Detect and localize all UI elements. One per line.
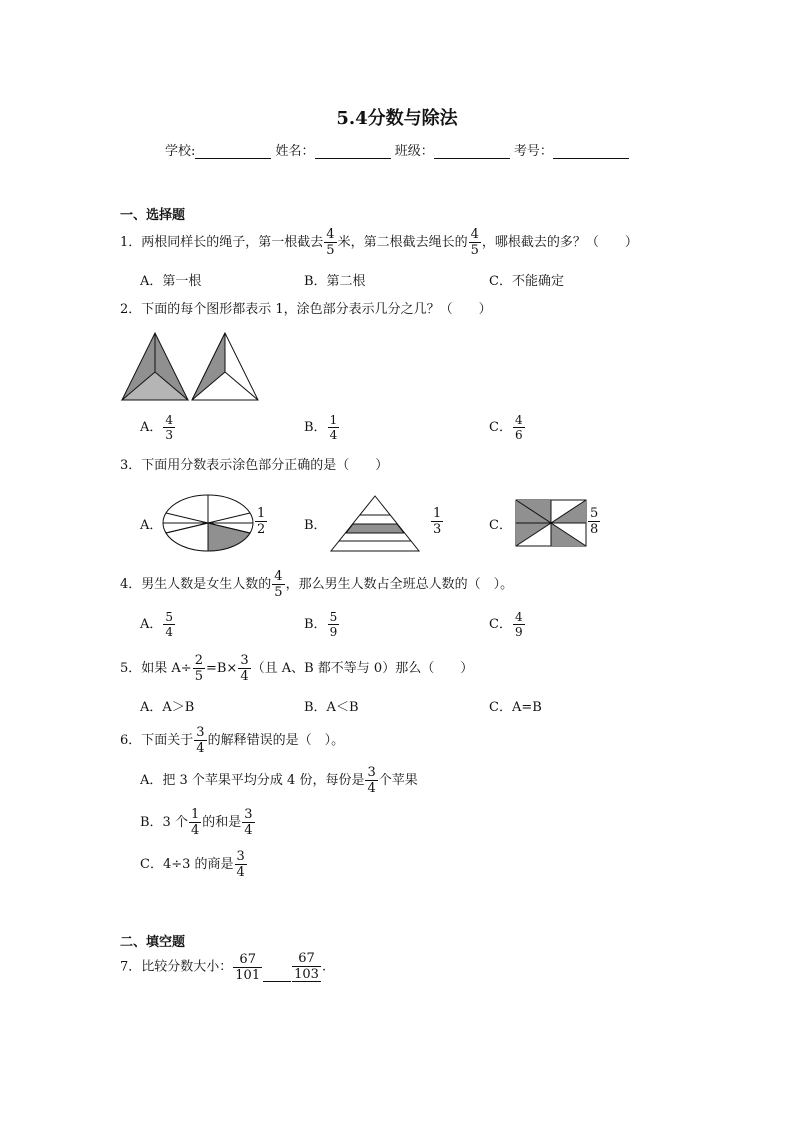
q4-option-a[interactable]: A． $\frac{5}{4}$: [140, 610, 174, 639]
q3-option-b-label[interactable]: B．: [304, 518, 327, 533]
school-label: 学校:: [165, 144, 196, 159]
q1-option-c[interactable]: C．不能确定: [489, 274, 564, 289]
q2-option-a[interactable]: A． $\frac{4}{3}$: [140, 413, 174, 442]
name-label: 姓名：: [275, 144, 315, 159]
q1-fraction-1: $\frac{4}{5}$: [326, 227, 335, 258]
q3-fraction-b: $\frac{1}{3}$: [433, 506, 442, 537]
section-fill-heading: 二、填空题: [120, 935, 186, 950]
exam-no-blank[interactable]: [553, 144, 629, 159]
q5-option-b[interactable]: B．A＜B: [304, 700, 359, 715]
q3-option-a-label[interactable]: A．: [140, 518, 163, 533]
page-title: 5.4分数与除法: [336, 108, 458, 129]
q2-triangles-figure: [120, 330, 270, 402]
question-7: 7．比较分数大小： $\frac{67}{101}$ $\frac{67}{103}$ .: [120, 951, 327, 983]
question-1: [120, 228, 638, 257]
q1-text-pre: 1．两根同样长的绳子，第一根截去: [120, 235, 324, 250]
question-2: 2．下面的每个图形都表示 1，涂色部分表示几分之几？（ ）: [120, 302, 492, 317]
q5-option-c[interactable]: C．A=B: [489, 700, 542, 715]
q3-striped-triangle-figure: [330, 494, 420, 552]
exam-no-label: 考号：: [513, 144, 553, 159]
q2-option-c[interactable]: C． $\frac{4}{6}$: [489, 413, 523, 442]
class-blank[interactable]: [434, 144, 510, 159]
triangle-2: [192, 333, 258, 400]
q4-option-c[interactable]: C． $\frac{4}{9}$: [489, 610, 523, 639]
school-blank[interactable]: [195, 144, 271, 159]
class-label: 班级：: [394, 144, 434, 159]
q3-ellipse-figure: [162, 493, 254, 553]
q1-text-mid: 米，第二根截去绳长的: [337, 235, 468, 250]
student-info-line: [165, 140, 629, 159]
q3-fraction-c: $\frac{5}{8}$: [590, 506, 599, 537]
question-5: 5．如果 A÷ $\frac{2}{5}$ =B× $\frac{3}{4}$ （且 A、B 都不等与 0）那么（ ）: [120, 653, 474, 684]
q6-option-a[interactable]: A．把 3 个苹果平均分成 4 份，每份是 $\frac{3}{4}$ 个苹果: [140, 765, 418, 796]
q6-option-b[interactable]: B．3 个 $\frac{1}{4}$ 的和是 $\frac{3}{4}$: [140, 807, 253, 838]
q2-option-b[interactable]: B． $\frac{1}{4}$: [304, 413, 338, 442]
q6-option-c[interactable]: C．4÷3 的商是 $\frac{3}{4}$: [140, 849, 245, 880]
q1-fraction-2: $\frac{4}{5}$: [470, 227, 479, 258]
q1-option-a[interactable]: A．第一根: [140, 274, 202, 289]
question-3: 3．下面用分数表示涂色部分正确的是（ ）: [120, 458, 389, 473]
question-6: 6．下面关于 $\frac{3}{4}$ 的解释错误的是（ ）。: [120, 725, 345, 756]
q7-answer-blank[interactable]: [263, 957, 291, 982]
question-4: 4．男生人数是女生人数的 $\frac{4}{5}$ ，那么男生人数占全班总人数的（ ）。: [120, 569, 514, 600]
q7-fraction-2: $\frac{67}{103}$: [294, 951, 319, 982]
q5-option-a[interactable]: A．A＞B: [140, 700, 195, 715]
q3-rectangle-figure: [515, 499, 587, 547]
q1-option-b[interactable]: B．第二根: [304, 274, 366, 289]
section-choice-heading: 一、选择题: [120, 208, 186, 223]
q4-option-b[interactable]: B． $\frac{5}{9}$: [304, 610, 338, 639]
q1-text-post: ，哪根截去的多？（ ）: [481, 235, 638, 250]
q3-fraction-a: $\frac{1}{2}$: [257, 506, 266, 537]
triangle-1: [122, 333, 188, 400]
name-blank[interactable]: [315, 144, 391, 159]
q3-option-c-label[interactable]: C．: [489, 518, 512, 533]
q7-fraction-1: $\frac{67}{101}$: [235, 951, 261, 983]
